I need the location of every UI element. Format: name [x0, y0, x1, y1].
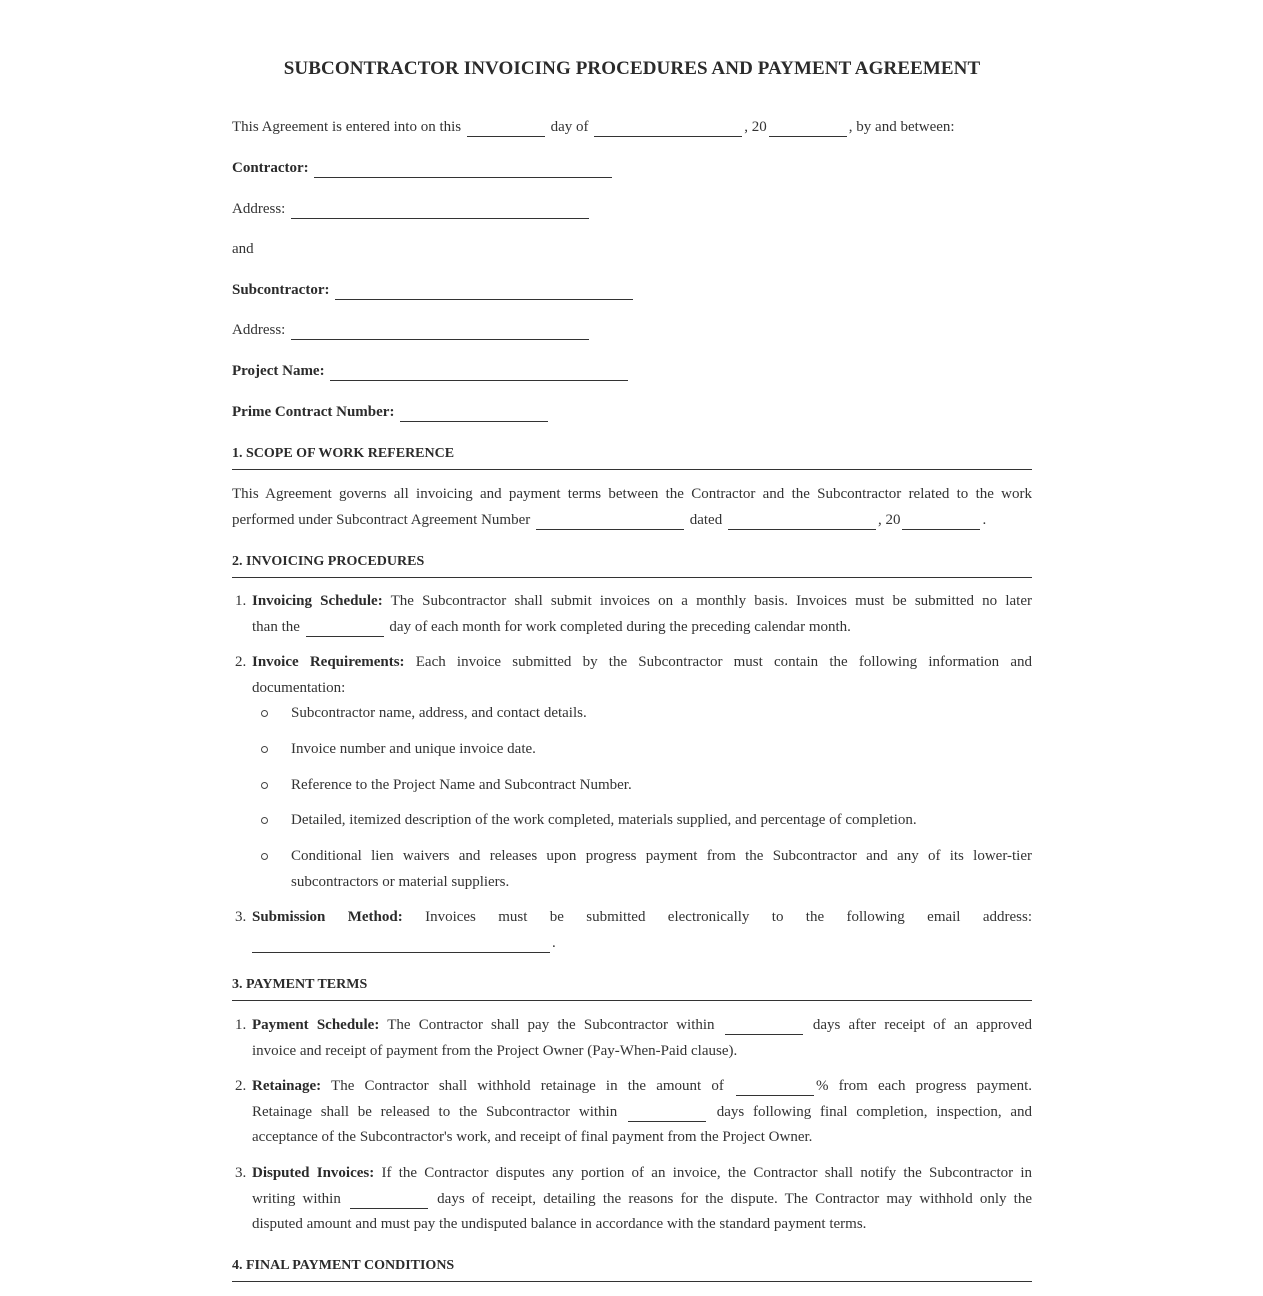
- scope-text-a: performed under Subcontract Agreement Number: [232, 511, 531, 528]
- bullet-text: Detailed, itemized description of the work completed, materials supplied, and percentage of completion.: [291, 812, 917, 828]
- disputed-invoices-line-2: [252, 1187, 1032, 1213]
- invoice-requirements-line-2: documentation:: [252, 679, 346, 696]
- retainage-line-3: acceptance of the Subcontractor's work, and receipt of final payment from the Project Owner.: [252, 1129, 813, 1145]
- subcontract-year-field[interactable]: [902, 511, 980, 530]
- contractor-row: [232, 158, 614, 178]
- contractor-label: Contractor:: [232, 160, 309, 176]
- disputed-invoices-text-a: If the Contractor disputes any portion of an invoice, the Contractor shall notify the Subcontractor in: [381, 1165, 1033, 1181]
- bullet-icon: [261, 817, 268, 824]
- invoice-day-field[interactable]: [306, 618, 384, 637]
- submission-method-line-1: [252, 905, 1032, 931]
- address-label: Address:: [232, 322, 286, 338]
- retainage-release-days-field[interactable]: [628, 1103, 706, 1122]
- invoice-email-field[interactable]: [252, 934, 550, 953]
- subcontract-date-field[interactable]: [728, 511, 876, 530]
- contractor-address-field[interactable]: [291, 200, 589, 219]
- bullet-text: Subcontractor name, address, and contact details.: [291, 705, 587, 721]
- bullet-text: Reference to the Project Name and Subcontract Number.: [291, 777, 632, 793]
- scope-text-c: , 20: [877, 511, 901, 528]
- bullet-text: Invoice number and unique invoice date.: [291, 741, 536, 757]
- disputed-invoices-line-1: [252, 1161, 1032, 1187]
- disputed-invoices-text-2a: writing within: [252, 1190, 341, 1207]
- bullet-icon: [261, 782, 268, 789]
- project-name-row: [232, 361, 630, 381]
- invoicing-schedule-line-2: [252, 615, 1032, 641]
- intro-text-4: , by and between:: [848, 119, 955, 135]
- retainage-text-b: % from each progress payment.: [816, 1078, 1033, 1094]
- section-heading-4: 4. FINAL PAYMENT CONDITIONS: [232, 1258, 1032, 1282]
- submission-method-title: Submission Method:: [252, 909, 403, 925]
- scope-line-1: This Agreement governs all invoicing and payment terms between the Contractor and the Subcontractor related to the work: [232, 486, 1032, 502]
- retainage-text-2b: days following final completion, inspection, and: [716, 1103, 1033, 1120]
- document-title: SUBCONTRACTOR INVOICING PROCEDURES AND PAYMENT AGREEMENT: [283, 58, 981, 79]
- list-item: [276, 737, 1032, 763]
- prime-contract-number-field[interactable]: [400, 403, 548, 422]
- payment-schedule-line-1: [252, 1013, 1032, 1039]
- submission-method-text: Invoices must be submitted electronically to the following email address:: [425, 909, 1032, 925]
- subcontractor-name-field[interactable]: [335, 281, 633, 300]
- list-item: [276, 844, 1032, 895]
- bullet-icon: [261, 853, 268, 860]
- intro-line: [232, 117, 955, 137]
- intro-text-3: , 20: [744, 119, 767, 135]
- scope-text-b: dated: [689, 511, 723, 528]
- payment-schedule-text-a: The Contractor shall pay the Subcontractor within: [387, 1017, 715, 1033]
- payment-schedule-line-2: invoice and receipt of payment from the Project Owner (Pay-When-Paid clause).: [252, 1042, 738, 1059]
- invoicing-schedule-title: Invoicing Schedule:: [252, 593, 383, 609]
- invoice-requirements-line-1: [252, 650, 1032, 676]
- subcontract-number-field[interactable]: [536, 511, 684, 530]
- retainage-title: Retainage:: [252, 1078, 322, 1094]
- invoicing-schedule-line-1: [252, 589, 1032, 615]
- disputed-invoices-line-3: disputed amount and must pay the undisputed balance in accordance with the standard payment terms.: [252, 1216, 867, 1232]
- prime-contract-label: Prime Contract Number:: [232, 404, 395, 420]
- payment-schedule-text-b: days after receipt of an approved: [812, 1017, 1032, 1033]
- section-heading-1: 1. SCOPE OF WORK REFERENCE: [232, 446, 1032, 470]
- dispute-notice-days-field[interactable]: [350, 1190, 428, 1209]
- submission-method-item: [232, 905, 1032, 956]
- bullet-icon: [261, 746, 268, 753]
- bullet-icon: [261, 710, 268, 717]
- disputed-invoices-title: Disputed Invoices:: [252, 1165, 375, 1181]
- invoicing-schedule-text-2a: than the: [252, 618, 300, 635]
- payment-schedule-item: [232, 1013, 1032, 1064]
- item-number: 3.: [235, 1165, 247, 1181]
- list-item: [276, 808, 1032, 834]
- retainage-line-1: [252, 1074, 1032, 1100]
- scope-text-d: .: [982, 511, 987, 528]
- subcontractor-address-field[interactable]: [291, 321, 589, 340]
- section-heading-3: 3. PAYMENT TERMS: [232, 977, 1032, 1001]
- subcontractor-row: [232, 280, 635, 300]
- scope-paragraph: [232, 482, 1032, 533]
- contractor-address-row: [232, 199, 591, 219]
- retainage-text-2a: Retainage shall be released to the Subcontractor within: [252, 1103, 618, 1120]
- submission-method-end: .: [552, 934, 556, 951]
- year-blank-field[interactable]: [769, 118, 847, 137]
- bullet-text-line-2: subcontractors or material suppliers.: [291, 873, 510, 890]
- payment-days-field[interactable]: [725, 1016, 803, 1035]
- invoicing-schedule-text: The Subcontractor shall submit invoices on a monthly basis. Invoices must be submitted no later: [390, 593, 1032, 609]
- project-name-field[interactable]: [330, 362, 628, 381]
- retainage-line-2: [252, 1100, 1032, 1126]
- contractor-name-field[interactable]: [314, 159, 612, 178]
- month-blank-field[interactable]: [594, 118, 742, 137]
- item-number: 1.: [235, 1017, 247, 1033]
- bullet-text-line-1: Conditional lien waivers and releases upon progress payment from the Subcontractor and any of its lower-tier: [291, 848, 1032, 864]
- retainage-percent-field[interactable]: [736, 1077, 814, 1096]
- address-label: Address:: [232, 201, 286, 217]
- intro-text-2: day of: [550, 119, 589, 135]
- item-number: 2.: [235, 1078, 247, 1094]
- invoicing-schedule-item: [232, 589, 1032, 640]
- retainage-text-a: The Contractor shall withhold retainage in the amount of: [331, 1078, 724, 1094]
- intro-text-1: This Agreement is entered into on this: [232, 119, 462, 135]
- scope-line-2: [232, 508, 1032, 534]
- day-blank-field[interactable]: [467, 118, 545, 137]
- invoice-requirements-title: Invoice Requirements:: [252, 654, 405, 670]
- list-item: [276, 773, 1032, 799]
- retainage-item: [232, 1074, 1032, 1151]
- subcontractor-label: Subcontractor:: [232, 282, 330, 298]
- disputed-invoices-item: [232, 1161, 1032, 1238]
- item-number: 2.: [235, 654, 247, 670]
- section-heading-2: 2. INVOICING PROCEDURES: [232, 554, 1032, 578]
- prime-contract-row: [232, 402, 550, 422]
- list-item: [276, 701, 1032, 727]
- and-text: and: [232, 241, 254, 257]
- subcontractor-address-row: [232, 320, 591, 340]
- invoicing-schedule-text-2b: day of each month for work completed during the preceding calendar month.: [389, 618, 851, 635]
- item-number: 3.: [235, 909, 247, 925]
- project-name-label: Project Name:: [232, 363, 325, 379]
- payment-schedule-title: Payment Schedule:: [252, 1017, 380, 1033]
- invoice-requirements-item: [232, 650, 1032, 701]
- disputed-invoices-text-2b: days of receipt, detailing the reasons for the dispute. The Contractor may withhold only the: [437, 1190, 1033, 1207]
- submission-method-line-2: [252, 931, 1032, 957]
- item-number: 1.: [235, 593, 247, 609]
- invoice-requirements-text: Each invoice submitted by the Subcontractor must contain the following information and: [415, 654, 1032, 670]
